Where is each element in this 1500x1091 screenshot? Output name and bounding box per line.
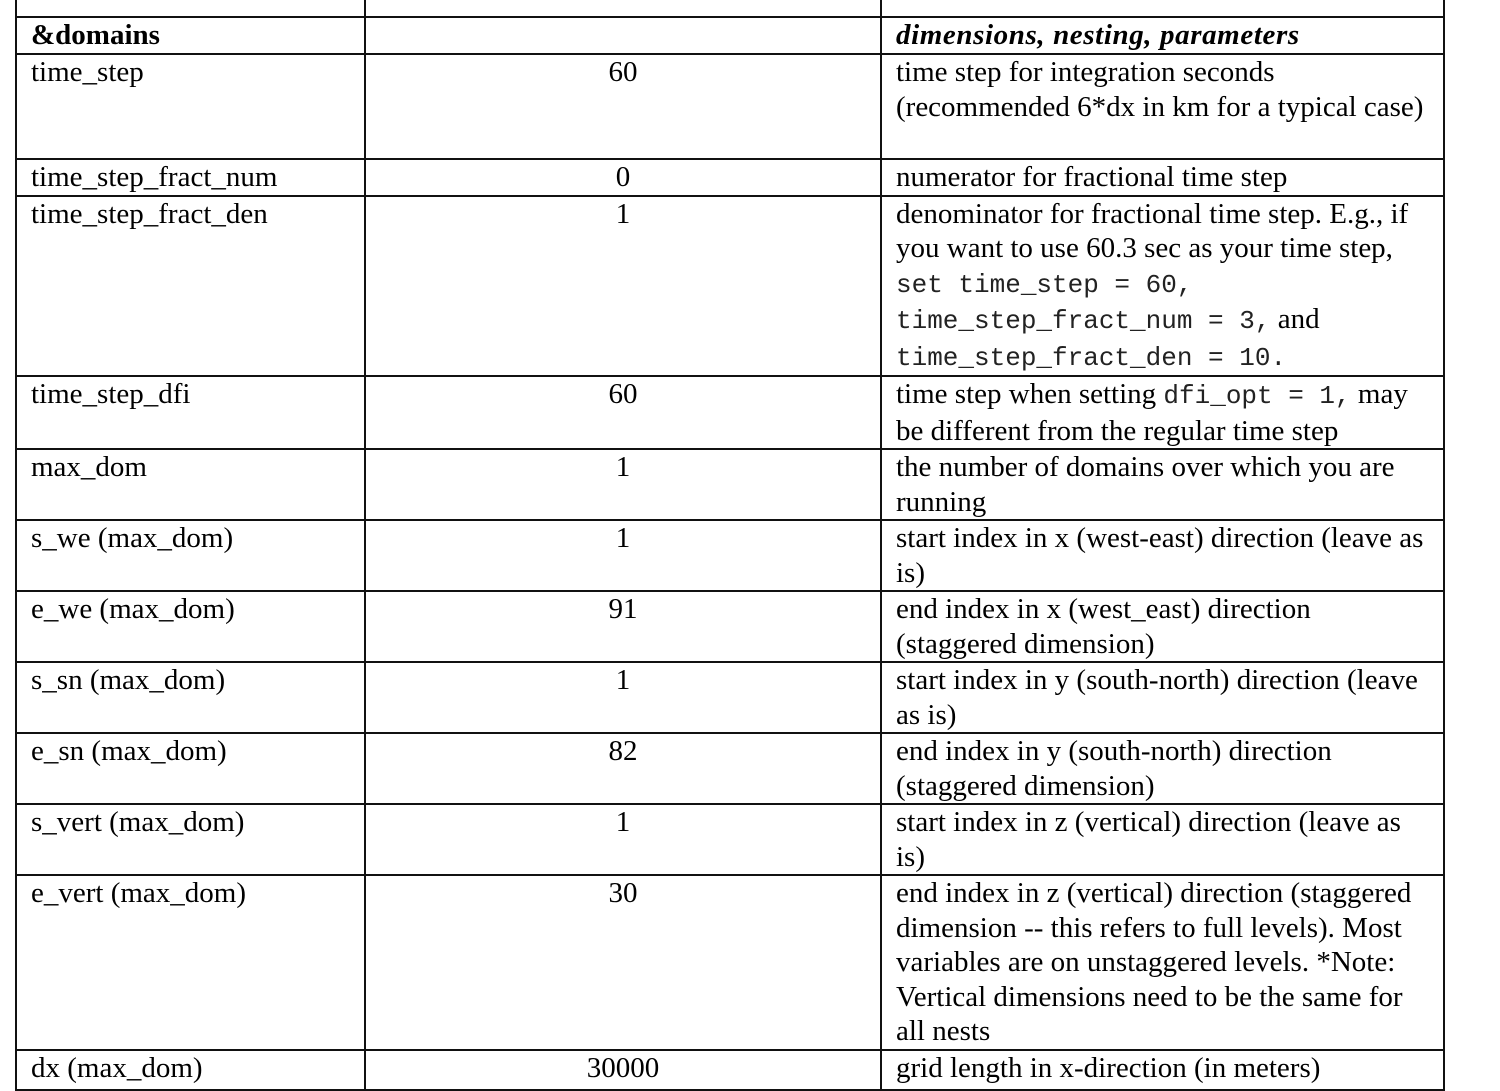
table-row — [16, 159, 1444, 196]
description-text: and — [1270, 303, 1320, 335]
param-description: start index in z (vertical) direction (leave as is) — [881, 804, 1444, 875]
param-name: e_sn (max_dom) — [16, 733, 365, 804]
param-name: max_dom — [16, 449, 365, 520]
param-description: start index in y (south-north) direction (leave as is) — [881, 662, 1444, 733]
param-value: 1 — [365, 662, 881, 733]
description-text: time step when setting — [896, 378, 1164, 410]
code-snippet: time_step_fract_num = 3, — [896, 306, 1271, 336]
param-name: time_step_fract_den — [16, 196, 365, 377]
param-value: 1 — [365, 804, 881, 875]
param-value: 30 — [365, 875, 881, 1050]
table-row — [16, 733, 1444, 804]
param-description — [881, 196, 1444, 377]
param-description — [881, 376, 1444, 449]
table-row — [16, 376, 1444, 449]
param-value: 1 — [365, 449, 881, 520]
description-text: denominator for fractional time step. E.g., if you want to use 60.3 sec as your time step, — [896, 197, 1409, 264]
param-value: 60 — [365, 54, 881, 159]
empty-cell — [16, 0, 365, 17]
code-snippet: time_step_fract_den = 10. — [896, 342, 1287, 373]
param-description: start index in x (west-east) direction (leave as is) — [881, 520, 1444, 591]
param-value: 30000 — [365, 1050, 881, 1090]
param-name: time_step_dfi — [16, 376, 365, 449]
param-description: end index in z (vertical) direction (staggered dimension -- this refers to full levels). Most variables are on unstaggered levels. *Note: Vertical dimensions need to be the same for all nests — [881, 875, 1444, 1050]
namelist-domains-table — [15, 0, 1445, 1091]
param-description: end index in y (south-north) direction (staggered dimension) — [881, 733, 1444, 804]
table-row — [16, 520, 1444, 591]
table-row — [16, 591, 1444, 662]
code-snippet: set time_step = 60, — [896, 269, 1193, 300]
param-name: s_vert (max_dom) — [16, 804, 365, 875]
param-value: 1 — [365, 196, 881, 377]
param-value: 1 — [365, 520, 881, 591]
param-description: the number of domains over which you are running — [881, 449, 1444, 520]
param-name: s_we (max_dom) — [16, 520, 365, 591]
param-value: 91 — [365, 591, 881, 662]
param-value: 60 — [365, 376, 881, 449]
param-value: 0 — [365, 159, 881, 196]
param-description: time step for integration seconds (recommended 6*dx in km for a typical case) — [881, 54, 1444, 159]
param-value: 82 — [365, 733, 881, 804]
empty-cell — [365, 0, 881, 17]
param-name: dx (max_dom) — [16, 1050, 365, 1090]
param-description: grid length in x-direction (in meters) — [881, 1050, 1444, 1090]
param-name: e_vert (max_dom) — [16, 875, 365, 1050]
description-text: may be different from the regular time step — [896, 378, 1408, 447]
code-snippet: dfi_opt = 1, — [1163, 381, 1351, 411]
section-header-row — [16, 17, 1444, 54]
section-description: dimensions, nesting, parameters — [881, 17, 1444, 54]
table-row-top-empty — [16, 0, 1444, 17]
table-row — [16, 875, 1444, 1050]
empty-cell — [881, 0, 1444, 17]
param-name: time_step_fract_num — [16, 159, 365, 196]
param-name: s_sn (max_dom) — [16, 662, 365, 733]
table-row — [16, 1050, 1444, 1090]
table-row — [16, 196, 1444, 377]
param-description: end index in x (west_east) direction (staggered dimension) — [881, 591, 1444, 662]
section-name: &domains — [16, 17, 365, 54]
table-row — [16, 662, 1444, 733]
param-description: numerator for fractional time step — [881, 159, 1444, 196]
table-row — [16, 449, 1444, 520]
empty-cell — [365, 17, 881, 54]
table-row — [16, 54, 1444, 159]
table-row — [16, 804, 1444, 875]
param-name: e_we (max_dom) — [16, 591, 365, 662]
param-name: time_step — [16, 54, 365, 159]
